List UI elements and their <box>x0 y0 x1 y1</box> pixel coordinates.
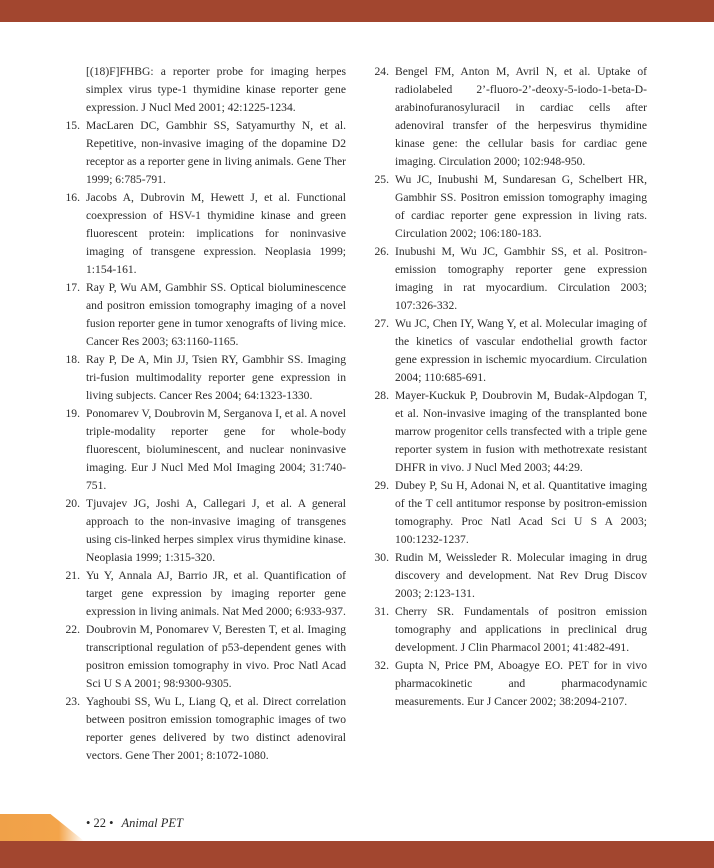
reference-entry <box>369 387 647 477</box>
reference-text: Doubrovin M, Ponomarev V, Beresten T, et al. Imaging transcriptional regulation of p53-dependent genes with positron emission tomography in vivo. Proc Natl Acad Sci U S A 2001; 98:9300-9305. <box>86 623 346 690</box>
reference-entry <box>369 171 647 243</box>
top-color-band <box>0 0 714 22</box>
reference-entry <box>60 351 346 405</box>
reference-text: Mayer-Kuckuk P, Doubrovin M, Budak-Alpdogan T, et al. Non-invasive imaging of the transplanted bone marrow progenitor cells transfected with a triple gene reporter system in fusion with methotrexate resistant DHFR in vivo. J Nucl Med 2003; 44:29. <box>395 389 647 474</box>
references-left-column <box>60 63 346 765</box>
reference-number: 18. <box>65 353 80 366</box>
reference-entry <box>60 405 346 495</box>
reference-number: 22. <box>65 623 80 636</box>
page-footer <box>86 816 183 831</box>
reference-text: Bengel FM, Anton M, Avril N, et al. Uptake of radiolabeled 2’-fluoro-2’-deoxy-5-iodo-1-beta-D-arabinofuranosyluracil in cardiac cells after adenoviral transfer of the herpesvirus thymidine kinase gene: the cellular basis for cardiac gene imaging. Circulation 2000; 102:948-950. <box>395 65 647 168</box>
reference-entry <box>60 279 346 351</box>
reference-text: Inubushi M, Wu JC, Gambhir SS, et al. Positron-emission tomography reporter gene expression imaging in rat myocardium. Circulation 2003; 107:326-332. <box>395 245 647 312</box>
reference-number: 21. <box>65 569 80 582</box>
reference-entry <box>60 495 346 567</box>
reference-text: Yaghoubi SS, Wu L, Liang Q, et al. Direct correlation between positron emission tomographic images of two reporter genes delivered by two distinct adenoviral vectors. Gene Ther 2001; 8:1072-1080. <box>86 695 346 762</box>
reference-entry <box>369 603 647 657</box>
reference-number: 19. <box>65 407 80 420</box>
reference-number: 16. <box>65 191 80 204</box>
reference-text: Wu JC, Chen IY, Wang Y, et al. Molecular imaging of the kinetics of vascular endothelial growth factor gene expression in ischemic myocardium. Circulation 2004; 110:685-691. <box>395 317 647 384</box>
reference-text: Ray P, Wu AM, Gambhir SS. Optical bioluminescence and positron emission tomography imaging of a novel fusion reporter gene in tumor xenografts of living mice. Cancer Res 2003; 63:1160-1165. <box>86 281 346 348</box>
reference-text: [(18)F]FHBG: a reporter probe for imaging herpes simplex virus type-1 thymidine kinase reporter gene expression. J Nucl Med 2001; 42:1225-1234. <box>86 65 346 114</box>
reference-entry <box>369 315 647 387</box>
reference-entry <box>369 549 647 603</box>
references-right-column <box>369 63 647 711</box>
reference-number: 30. <box>374 551 389 564</box>
reference-entry <box>60 567 346 621</box>
reference-number: 28. <box>374 389 389 402</box>
reference-entry <box>369 477 647 549</box>
reference-number: 31. <box>374 605 389 618</box>
reference-number: 29. <box>374 479 389 492</box>
reference-number: 27. <box>374 317 389 330</box>
reference-number: 32. <box>374 659 389 672</box>
reference-entry <box>369 657 647 711</box>
reference-number: 24. <box>374 65 389 78</box>
reference-number: 20. <box>65 497 80 510</box>
reference-entry <box>60 189 346 279</box>
reference-entry <box>60 117 346 189</box>
reference-number: 25. <box>374 173 389 186</box>
reference-number: 17. <box>65 281 80 294</box>
footer-accent-shape <box>0 814 84 841</box>
reference-entry <box>60 621 346 693</box>
reference-number: 26. <box>374 245 389 258</box>
reference-text: Tjuvajev JG, Joshi A, Callegari J, et al. A general approach to the non-invasive imaging of transgenes using cis-linked herpes simplex virus thymidine kinase. Neoplasia 1999; 1:315-320. <box>86 497 346 564</box>
reference-number: 23. <box>65 695 80 708</box>
page-number: • 22 • <box>86 816 114 830</box>
reference-number: 15. <box>65 119 80 132</box>
reference-text: Gupta N, Price PM, Aboagye EO. PET for in vivo pharmacokinetic and pharmacodynamic measurements. Eur J Cancer 2002; 38:2094-2107. <box>395 659 647 708</box>
reference-text: MacLaren DC, Gambhir SS, Satyamurthy N, et al. Repetitive, non-invasive imaging of the dopamine D2 receptor as a reporter gene in living animals. Gene Ther 1999; 6:785-791. <box>86 119 346 186</box>
reference-entry <box>369 243 647 315</box>
reference-text: Yu Y, Annala AJ, Barrio JR, et al. Quantification of target gene expression by imaging reporter gene expression in living animals. Nat Med 2000; 6:933-937. <box>86 569 346 618</box>
reference-entry <box>369 63 647 171</box>
running-title: Animal PET <box>121 816 183 830</box>
bottom-color-band <box>0 841 714 868</box>
reference-text: Jacobs A, Dubrovin M, Hewett J, et al. Functional coexpression of HSV-1 thymidine kinase and green fluorescent protein: implications for noninvasive imaging of transgene expression. Neoplasia 1999; 1:154-161. <box>86 191 346 276</box>
reference-entry <box>60 63 346 117</box>
reference-entry <box>60 693 346 765</box>
reference-text: Rudin M, Weissleder R. Molecular imaging in drug discovery and development. Nat Rev Drug Discov 2003; 2:123-131. <box>395 551 647 600</box>
reference-text: Ray P, De A, Min JJ, Tsien RY, Gambhir SS. Imaging tri-fusion multimodality reporter gene expression in living subjects. Cancer Res 2004; 64:1323-1330. <box>86 353 346 402</box>
reference-text: Wu JC, Inubushi M, Sundaresan G, Schelbert HR, Gambhir SS. Positron emission tomography imaging of cardiac reporter gene expression in living rats. Circulation 2002; 106:180-183. <box>395 173 647 240</box>
reference-text: Ponomarev V, Doubrovin M, Serganova I, et al. A novel triple-modality reporter gene for whole-body fluorescent, bioluminescent, and nuclear noninvasive imaging. Eur J Nucl Med Mol Imaging 2004; 31:740-751. <box>86 407 346 492</box>
reference-text: Dubey P, Su H, Adonai N, et al. Quantitative imaging of the T cell antitumor response by positron-emission tomography. Proc Natl Acad Sci U S A 2003; 100:1232-1237. <box>395 479 647 546</box>
reference-text: Cherry SR. Fundamentals of positron emission tomography and applications in preclinical drug development. J Clin Pharmacol 2001; 41:482-491. <box>395 605 647 654</box>
